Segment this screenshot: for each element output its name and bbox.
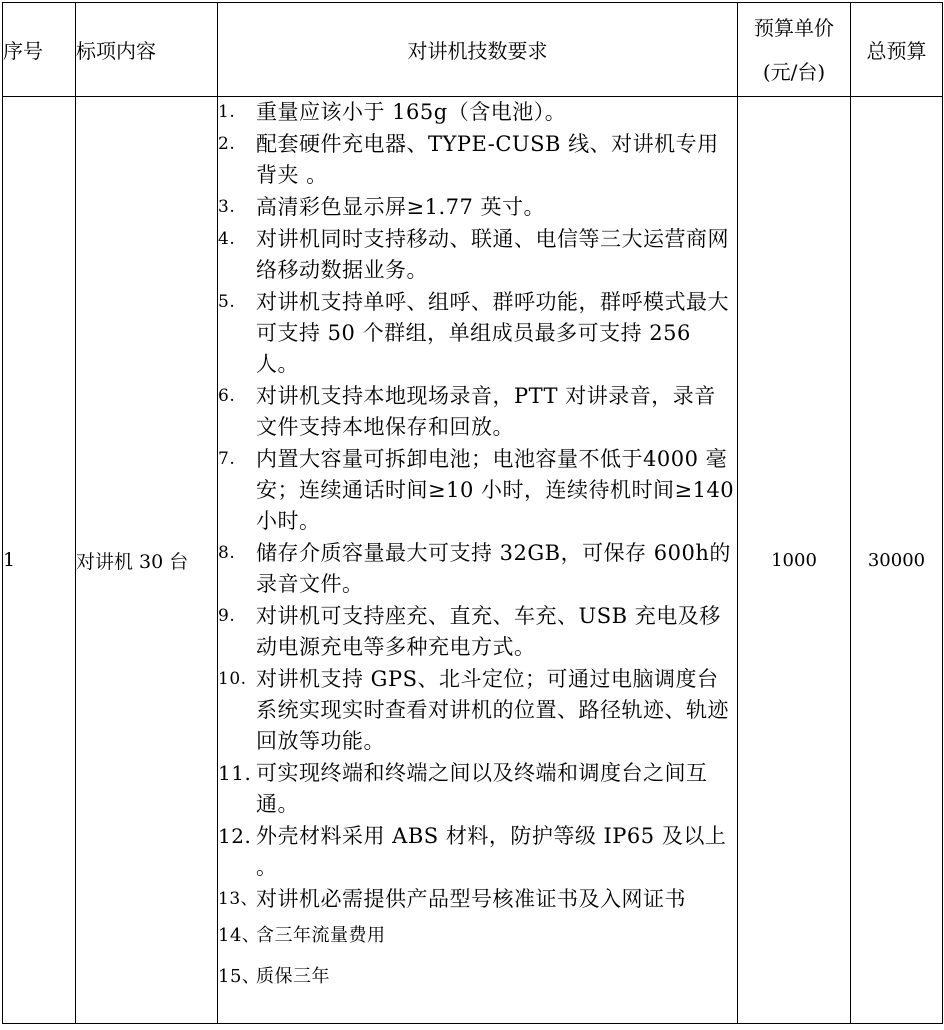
requirement-number: 8. bbox=[218, 543, 236, 563]
requirement-text: 质保三年 bbox=[256, 966, 330, 987]
requirement-text: 重量应该小于 165g（含电池）。 bbox=[256, 100, 567, 124]
requirement-item bbox=[218, 884, 737, 915]
requirement-text: 高清彩色显示屏≥1.77 英寸。 bbox=[256, 195, 546, 219]
requirement-number: 12. bbox=[218, 824, 252, 848]
requirement-text: 外壳材料采用 ABS 材料，防护等级 IP65 及以上 。 bbox=[256, 824, 727, 879]
header-unit-price bbox=[738, 3, 851, 97]
cell-item: 对讲机 30 台 bbox=[76, 97, 218, 1024]
requirement-text: 对讲机必需提供产品型号核准证书及入网证书 bbox=[256, 887, 686, 911]
header-unit-price-unit: (元/台) bbox=[762, 59, 826, 84]
requirement-item bbox=[218, 97, 737, 128]
header-seq: 序号 bbox=[3, 3, 76, 97]
requirement-number: 13、 bbox=[218, 889, 259, 909]
header-unit-price-label: 预算单价 bbox=[754, 15, 834, 40]
requirement-number: 7. bbox=[218, 449, 236, 469]
requirement-item bbox=[218, 192, 737, 223]
requirement-item bbox=[218, 821, 737, 883]
cell-unit-price: 1000 bbox=[738, 97, 851, 1024]
header-item: 标项内容 bbox=[76, 3, 218, 97]
requirement-number: 1. bbox=[218, 102, 236, 122]
requirement-number: 2. bbox=[218, 134, 236, 154]
requirements-list bbox=[218, 97, 737, 997]
cell-total: 30000 bbox=[851, 97, 943, 1024]
procurement-table bbox=[2, 2, 943, 1024]
requirement-item bbox=[218, 664, 737, 757]
header-row bbox=[3, 3, 943, 97]
header-requirements: 对讲机技数要求 bbox=[218, 3, 738, 97]
requirement-number: 9. bbox=[218, 606, 236, 626]
cell-requirements bbox=[218, 97, 738, 1024]
requirement-text: 对讲机可支持座充、直充、车充、USB 充电及移动电源充电等多种充电方式。 bbox=[256, 604, 721, 659]
requirement-number: 6. bbox=[218, 386, 236, 406]
requirement-item bbox=[218, 129, 737, 191]
requirement-item bbox=[218, 758, 737, 820]
requirement-text: 内置大容量可拆卸电池；电池容量不低于4000 毫安；连续通话时间≥10 小时，连续待机时间≥140 小时。 bbox=[256, 447, 735, 533]
requirement-text: 对讲机支持单呼、组呼、群呼功能，群呼模式最大可支持 50 个群组，单组成员最多可支持 256 人。 bbox=[256, 290, 729, 376]
requirement-number: 5. bbox=[218, 292, 236, 312]
requirement-number: 14、 bbox=[218, 925, 261, 946]
requirement-number: 3. bbox=[218, 197, 236, 217]
requirement-text: 对讲机支持本地现场录音，PTT 对讲录音，录音文件支持本地保存和回放。 bbox=[256, 384, 716, 439]
requirement-item bbox=[218, 287, 737, 380]
requirement-text: 配套硬件充电器、TYPE-CUSB 线、对讲机专用背夹 。 bbox=[256, 132, 719, 187]
requirement-number: 4. bbox=[218, 229, 236, 249]
requirement-item bbox=[218, 601, 737, 663]
requirement-number: 10. bbox=[218, 669, 247, 689]
requirement-item bbox=[218, 957, 737, 997]
requirement-item bbox=[218, 916, 737, 956]
requirement-number: 11. bbox=[218, 761, 252, 785]
requirement-number: 15、 bbox=[218, 966, 261, 987]
requirement-text: 对讲机同时支持移动、联通、电信等三大运营商网络移动数据业务。 bbox=[256, 227, 729, 282]
requirement-text: 储存介质容量最大可支持 32GB，可保存 600h的录音文件。 bbox=[256, 541, 731, 596]
header-total: 总预算 bbox=[851, 3, 943, 97]
requirement-text: 对讲机支持 GPS、北斗定位；可通过电脑调度台系统实现实时查看对讲机的位置、路径轨迹、轨迹回放等功能。 bbox=[256, 667, 729, 753]
cell-seq: 1 bbox=[3, 97, 76, 1024]
requirement-text: 可实现终端和终端之间以及终端和调度台之间互通。 bbox=[256, 761, 708, 816]
requirement-item bbox=[218, 381, 737, 443]
requirement-text: 含三年流量费用 bbox=[256, 925, 386, 946]
requirement-item bbox=[218, 538, 737, 600]
requirement-item bbox=[218, 444, 737, 537]
requirement-item bbox=[218, 224, 737, 286]
table-row bbox=[3, 97, 943, 1024]
